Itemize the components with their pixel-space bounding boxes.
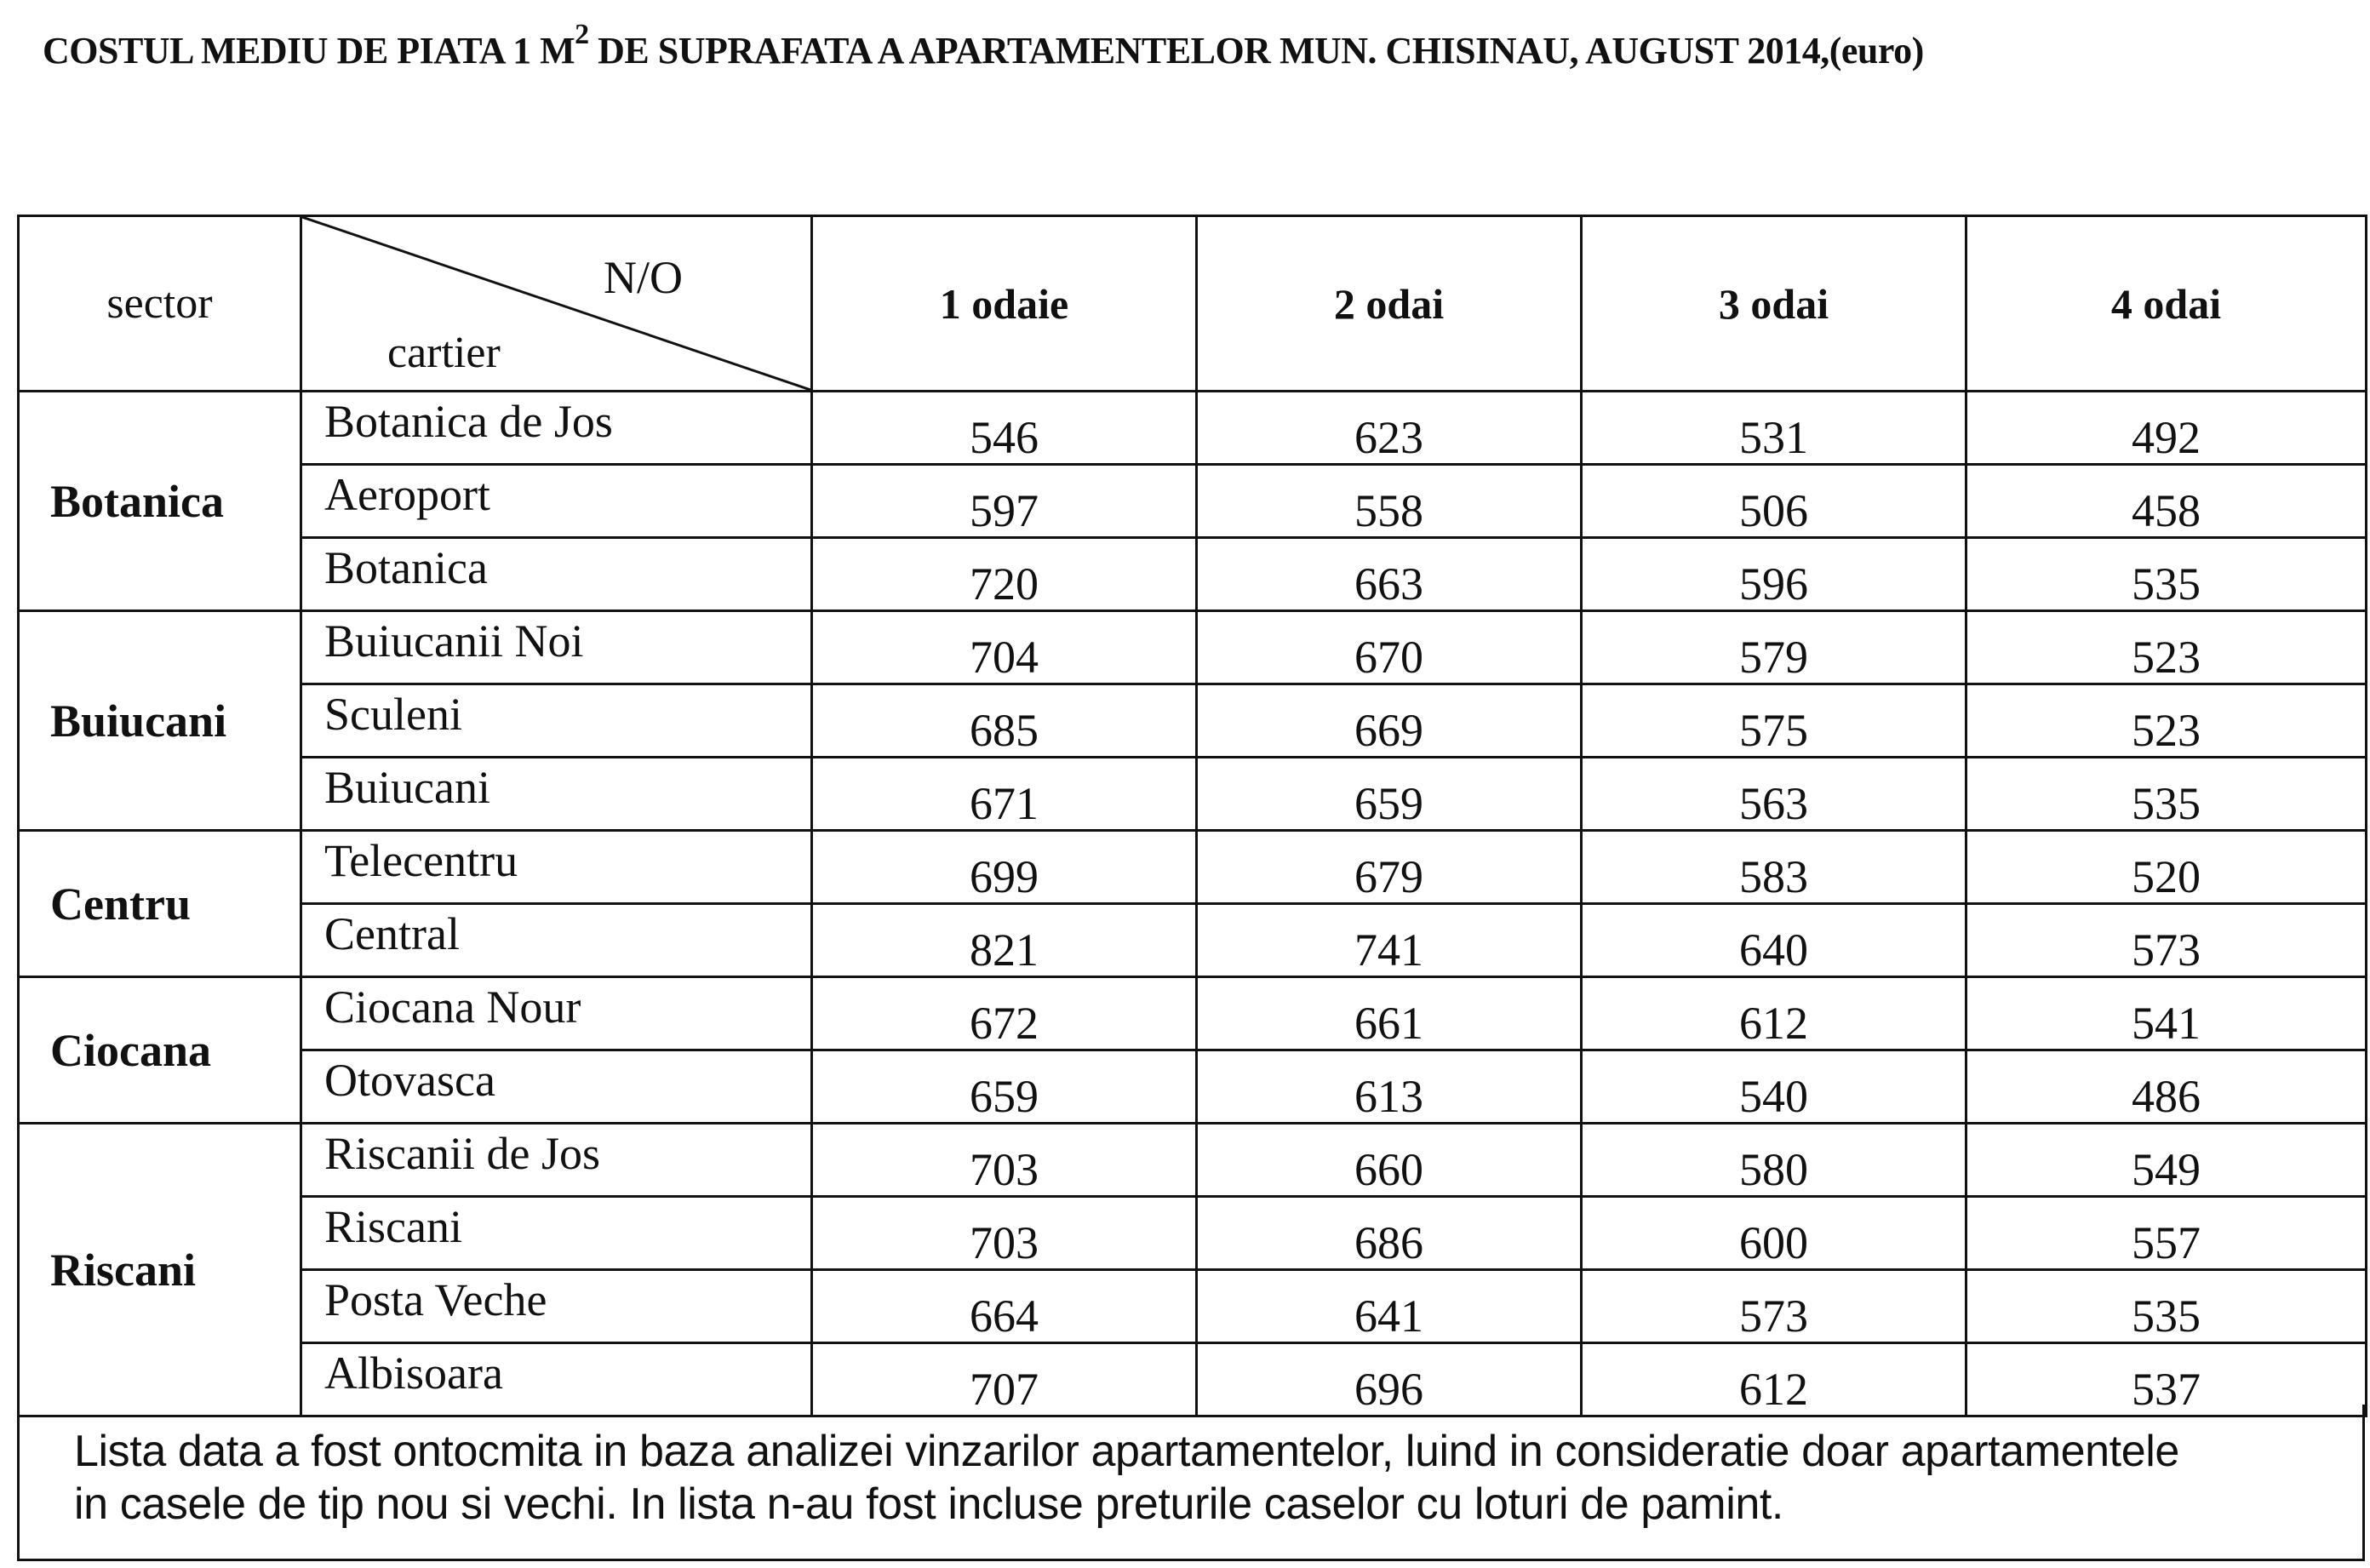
diagonal-line	[302, 217, 810, 390]
title-text: COSTUL MEDIU DE PIATA 1 M	[43, 30, 575, 72]
price-cell-4: 549	[1966, 1124, 2367, 1197]
sector-name: Ciocana	[19, 977, 301, 1124]
table-row	[19, 904, 2367, 977]
price-cell-2: 659	[1197, 758, 1582, 831]
price-cell-1: 671	[812, 758, 1197, 831]
price-cell-3: 580	[1582, 1124, 1966, 1197]
price-cell-1: 720	[812, 538, 1197, 611]
price-cell-2: 670	[1197, 611, 1582, 684]
price-table	[17, 215, 2367, 1417]
price-cell-3: 600	[1582, 1197, 1966, 1270]
price-cell-1: 597	[812, 465, 1197, 538]
price-cell-2: 558	[1197, 465, 1582, 538]
footnote-line-2: in casele de tip nou si vechi. In lista n-au fost incluse preturile caselor cu loturi de pamint.	[74, 1479, 1783, 1529]
table-header-row	[19, 216, 2367, 392]
price-cell-3: 575	[1582, 684, 1966, 758]
sector-name: Botanica	[19, 392, 301, 611]
price-cell-1: 703	[812, 1197, 1197, 1270]
price-cell-3: 583	[1582, 831, 1966, 904]
cartier-name: Ciocana Nour	[301, 977, 812, 1050]
cartier-name: Botanica	[301, 538, 812, 611]
table-row	[19, 392, 2367, 465]
table-row	[19, 465, 2367, 538]
header-col-1: 1 odaie	[812, 216, 1197, 392]
cartier-name: Aeroport	[301, 465, 812, 538]
cartier-name: Riscanii de Jos	[301, 1124, 812, 1197]
footnote-line-1: Lista data a fost ontocmita in baza analizei vinzarilor apartamentelor, luind in consideratie doar apartamentele	[74, 1427, 2179, 1476]
price-cell-1: 707	[812, 1343, 1197, 1416]
price-cell-1: 821	[812, 904, 1197, 977]
cartier-name: Central	[301, 904, 812, 977]
price-cell-4: 557	[1966, 1197, 2367, 1270]
table-row	[19, 538, 2367, 611]
sector-name: Buiucani	[19, 611, 301, 831]
price-cell-4: 492	[1966, 392, 2367, 465]
cartier-name: Telecentru	[301, 831, 812, 904]
header-col-3: 3 odai	[1582, 216, 1966, 392]
table-row	[19, 684, 2367, 758]
cartier-name: Botanica de Jos	[301, 392, 812, 465]
price-cell-3: 531	[1582, 392, 1966, 465]
cartier-name: Albisoara	[301, 1343, 812, 1416]
price-cell-3: 612	[1582, 977, 1966, 1050]
price-cell-2: 686	[1197, 1197, 1582, 1270]
price-table-container	[17, 215, 2365, 1561]
price-cell-2: 679	[1197, 831, 1582, 904]
price-cell-2: 741	[1197, 904, 1582, 977]
price-cell-1: 664	[812, 1270, 1197, 1343]
price-cell-1: 703	[812, 1124, 1197, 1197]
price-cell-4: 537	[1966, 1343, 2367, 1416]
price-cell-1: 704	[812, 611, 1197, 684]
price-cell-1: 546	[812, 392, 1197, 465]
price-cell-3: 579	[1582, 611, 1966, 684]
price-cell-3: 612	[1582, 1343, 1966, 1416]
price-cell-1: 672	[812, 977, 1197, 1050]
table-row	[19, 977, 2367, 1050]
sector-name: Centru	[19, 831, 301, 977]
table-row	[19, 1197, 2367, 1270]
price-cell-4: 535	[1966, 538, 2367, 611]
price-cell-2: 641	[1197, 1270, 1582, 1343]
table-row	[19, 831, 2367, 904]
title-superscript: 2	[575, 19, 589, 50]
price-cell-3: 640	[1582, 904, 1966, 977]
price-cell-4: 486	[1966, 1050, 2367, 1124]
title-text-rest: DE SUPRAFATA A APARTAMENTELOR MUN. CHISINAU, AUGUST 2014,(euro)	[588, 30, 1924, 72]
price-cell-1: 699	[812, 831, 1197, 904]
header-col-4: 4 odai	[1966, 216, 2367, 392]
header-sector: sector	[19, 216, 301, 392]
price-cell-4: 520	[1966, 831, 2367, 904]
price-cell-4: 535	[1966, 758, 2367, 831]
price-cell-2: 660	[1197, 1124, 1582, 1197]
page-title	[43, 19, 1924, 77]
price-cell-1: 685	[812, 684, 1197, 758]
price-cell-3: 596	[1582, 538, 1966, 611]
price-cell-3: 540	[1582, 1050, 1966, 1124]
price-cell-2: 623	[1197, 392, 1582, 465]
table-row	[19, 1050, 2367, 1124]
header-diagonal-cell	[301, 216, 812, 392]
cartier-name: Buiucanii Noi	[301, 611, 812, 684]
cartier-name: Riscani	[301, 1197, 812, 1270]
price-cell-4: 541	[1966, 977, 2367, 1050]
header-cartier: cartier	[387, 329, 501, 377]
price-cell-4: 458	[1966, 465, 2367, 538]
price-cell-2: 669	[1197, 684, 1582, 758]
table-row	[19, 1270, 2367, 1343]
price-cell-4: 523	[1966, 684, 2367, 758]
table-footnote	[17, 1405, 2365, 1561]
price-cell-4: 535	[1966, 1270, 2367, 1343]
price-cell-2: 661	[1197, 977, 1582, 1050]
table-row	[19, 758, 2367, 831]
table-row	[19, 1124, 2367, 1197]
cartier-name: Buiucani	[301, 758, 812, 831]
price-cell-4: 573	[1966, 904, 2367, 977]
price-cell-3: 506	[1582, 465, 1966, 538]
price-cell-2: 696	[1197, 1343, 1582, 1416]
price-cell-4: 523	[1966, 611, 2367, 684]
cartier-name: Posta Veche	[301, 1270, 812, 1343]
cartier-name: Otovasca	[301, 1050, 812, 1124]
price-cell-2: 663	[1197, 538, 1582, 611]
price-cell-1: 659	[812, 1050, 1197, 1124]
sector-name: Riscani	[19, 1124, 301, 1416]
price-cell-3: 573	[1582, 1270, 1966, 1343]
table-row	[19, 611, 2367, 684]
price-cell-2: 613	[1197, 1050, 1582, 1124]
cartier-name: Sculeni	[301, 684, 812, 758]
header-col-2: 2 odai	[1197, 216, 1582, 392]
price-cell-3: 563	[1582, 758, 1966, 831]
header-no: N/O	[604, 252, 683, 303]
